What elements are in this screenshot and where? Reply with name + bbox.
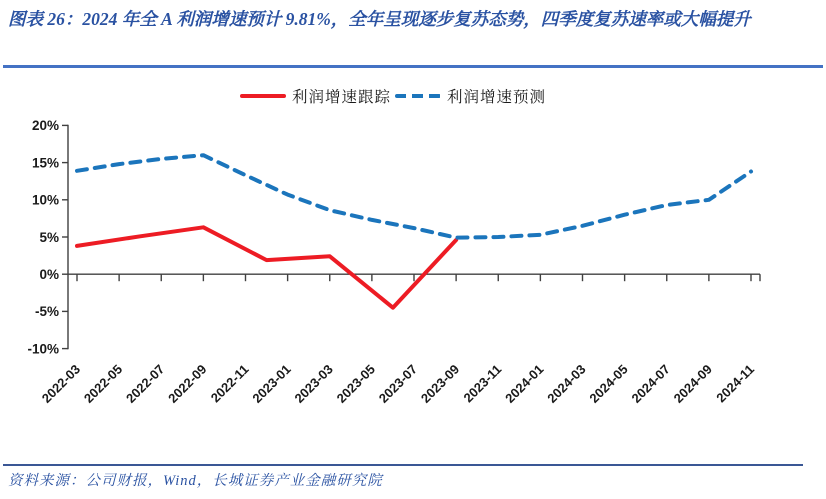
x-tick-label: 2024-01 [502, 361, 547, 406]
x-tick-label: 2024-05 [586, 361, 631, 406]
x-tick-label: 2023-01 [249, 361, 294, 406]
legend-label-forecast: 利润增速预测 [447, 89, 547, 106]
series-tracking [77, 227, 456, 307]
series-forecast [77, 155, 751, 238]
y-tick-label: 10% [31, 192, 59, 208]
legend-item-tracking [240, 85, 391, 107]
source-note: 资料来源：公司财报，Wind，长城证券产业金融研究院 [8, 473, 383, 489]
x-tick-label: 2023-03 [291, 361, 336, 406]
legend-label-tracking: 利润增速跟踪 [291, 89, 391, 106]
x-tick-label: 2023-09 [417, 361, 463, 406]
y-tick-label: -10% [27, 341, 59, 357]
y-tick-label: 20% [31, 118, 59, 134]
x-tick-label: 2022-11 [207, 361, 252, 406]
x-tick-label: 2024-11 [713, 361, 758, 406]
y-tick-label: 0% [39, 267, 59, 282]
y-tick-label: 15% [31, 155, 59, 171]
y-tick-label: -5% [34, 304, 59, 320]
x-tick-label: 2023-07 [375, 361, 421, 406]
x-tick-label: 2022-05 [80, 361, 126, 406]
chart-legend [0, 85, 786, 107]
x-tick-label: 2024-09 [670, 361, 715, 406]
x-tick-label: 2023-11 [460, 361, 505, 406]
x-tick-label: 2024-03 [544, 361, 589, 406]
red-solid-line-swatch-icon [240, 94, 286, 98]
x-tick-label: 2024-07 [628, 361, 673, 406]
x-tick-label: 2022-03 [38, 361, 84, 406]
source-divider-rule [3, 464, 803, 466]
x-tick-label: 2022-09 [165, 361, 210, 406]
x-tick-label: 2022-07 [123, 361, 168, 406]
figure-title: 图表 26：2024 年全 A 利润增速预计 9.81%，全年呈现逐步复苏态势，四季度复苏速率或大幅提升 [8, 9, 751, 29]
y-tick-label: 5% [39, 229, 59, 245]
blue-dashed-line-swatch-icon [395, 94, 441, 98]
legend-item-forecast [395, 85, 546, 107]
x-tick-label: 2023-05 [333, 361, 378, 406]
